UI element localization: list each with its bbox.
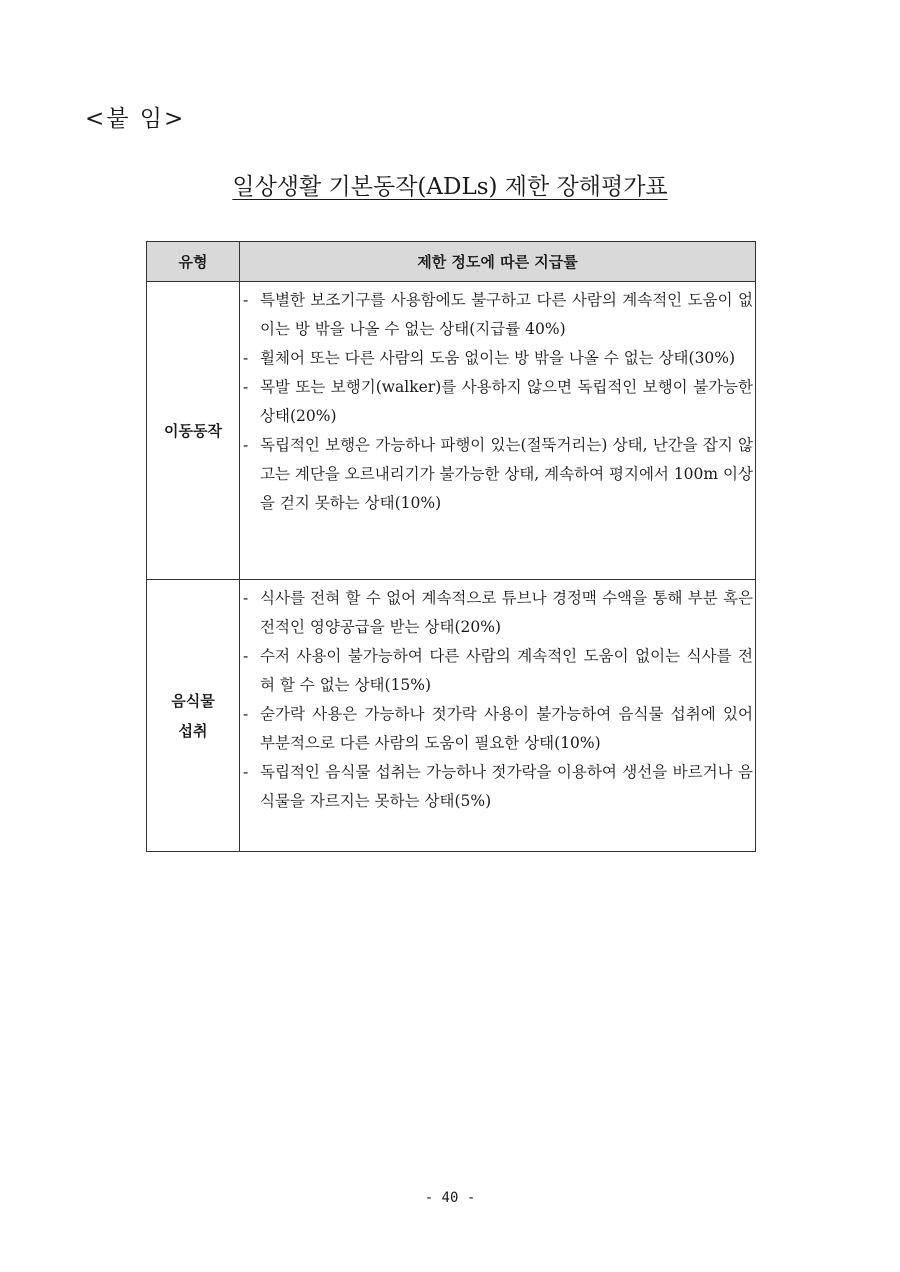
list-item: - 숟가락 사용은 가능하나 젓가락 사용이 불가능하여 음식물 섭취에 있어 부분적으로 다른 사람의 도움이 필요한 상태(10%) xyxy=(243,705,753,752)
list-item: - 목발 또는 보행기(walker)를 사용하지 않으면 독립적인 보행이 불가능한 상태(20%) xyxy=(243,378,753,425)
list-item: - 독립적인 음식물 섭취는 가능하나 젓가락을 이용하여 생선을 바르거나 음식물을 자르지는 못하는 상태(5%) xyxy=(243,763,753,810)
criteria-list xyxy=(240,584,753,816)
list-item: - 특별한 보조기구를 사용함에도 불구하고 다른 사람의 계속적인 도움이 없이는 방 밖을 나올 수 없는 상태(지급률 40%) xyxy=(243,291,753,338)
table-row xyxy=(147,282,756,580)
header-payment-rate: 제한 정도에 따른 지급률 xyxy=(240,242,756,282)
disability-evaluation-table xyxy=(146,241,756,852)
criteria-list xyxy=(240,286,753,518)
criteria-text: 숟가락 사용은 가능하나 젓가락 사용이 불가능하여 음식물 섭취에 있어 부분적으로 다른 사람의 도움이 필요한 상태(10%) xyxy=(260,705,753,752)
criteria-text: 휠체어 또는 다른 사람의 도움 없이는 방 밖을 나올 수 없는 상태(30%) xyxy=(260,349,736,367)
criteria-text: 독립적인 음식물 섭취는 가능하나 젓가락을 이용하여 생선을 바르거나 음식물을 자르지는 못하는 상태(5%) xyxy=(260,763,753,810)
list-item: - 수저 사용이 불가능하여 다른 사람의 계속적인 도움이 없이는 식사를 전혀 할 수 없는 상태(15%) xyxy=(243,647,753,694)
row-desc-eating xyxy=(240,580,756,852)
criteria-text: 독립적인 보행은 가능하나 파행이 있는(절뚝거리는) 상태, 난간을 잡지 않고는 계단을 오르내리기가 불가능한 상태, 계속하여 평지에서 100m 이상을 걷지 못하는 상태(10%) xyxy=(260,436,753,512)
criteria-text: 목발 또는 보행기(walker)를 사용하지 않으면 독립적인 보행이 불가능한 상태(20%) xyxy=(260,378,753,425)
criteria-text: 수저 사용이 불가능하여 다른 사람의 계속적인 도움이 없이는 식사를 전혀 할 수 없는 상태(15%) xyxy=(260,647,753,694)
page-number: - 40 - xyxy=(424,1190,476,1206)
list-item: - 식사를 전혀 할 수 없어 계속적으로 튜브나 경정맥 수액을 통해 부분 혹은 전적인 영양공급을 받는 상태(20%) xyxy=(243,589,753,636)
row-desc-mobility xyxy=(240,282,756,580)
header-type: 유형 xyxy=(147,242,240,282)
criteria-text: 특별한 보조기구를 사용함에도 불구하고 다른 사람의 계속적인 도움이 없이는 방 밖을 나올 수 없는 상태(지급률 40%) xyxy=(260,291,753,338)
row-type-mobility: 이동동작 xyxy=(147,282,240,580)
table-header-row xyxy=(147,242,756,282)
row-type-eating-text: 음식물 섭취 xyxy=(171,691,215,740)
row-type-eating xyxy=(147,580,240,852)
attachment-label: <붙 임> xyxy=(85,106,186,132)
document-title-text: 일상생활 기본동작(ADLs) 제한 장해평가표 xyxy=(232,174,668,200)
table-row xyxy=(147,580,756,852)
document-title xyxy=(0,168,900,201)
criteria-text: 식사를 전혀 할 수 없어 계속적으로 튜브나 경정맥 수액을 통해 부분 혹은 전적인 영양공급을 받는 상태(20%) xyxy=(260,589,753,636)
list-item: - 독립적인 보행은 가능하나 파행이 있는(절뚝거리는) 상태, 난간을 잡지 않고는 계단을 오르내리기가 불가능한 상태, 계속하여 평지에서 100m 이상을 걷지 못하는 상태(10%) xyxy=(243,436,753,512)
list-item: - 휠체어 또는 다른 사람의 도움 없이는 방 밖을 나올 수 없는 상태(30%) xyxy=(243,349,736,367)
